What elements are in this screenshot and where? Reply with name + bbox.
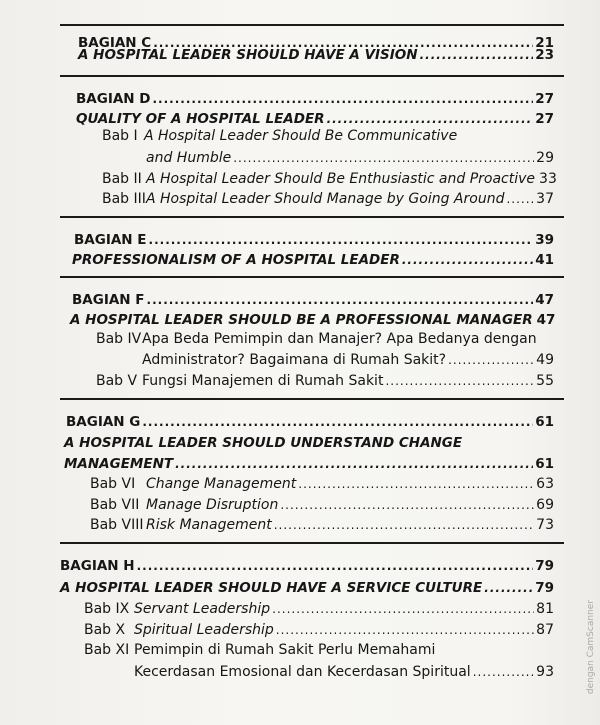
page-number: 61 [535,414,554,430]
leader-dots [272,600,534,618]
toc-chapter[interactable] [84,641,554,659]
leader-dots [385,372,534,390]
toc-section-h[interactable] [60,557,554,575]
leader-dots [175,455,533,473]
heading-title: QUALITY OF A HOSPITAL LEADER [76,111,325,127]
leader-dots [280,496,534,514]
chapter-number: Bab VII [90,497,140,513]
section-label: BAGIAN E [74,232,147,248]
chapter-title: A Hospital Leader Should Be Enthusiastic and Proactive [146,171,536,187]
section-label: BAGIAN G [66,414,141,430]
toc-section-d[interactable] [76,90,554,108]
page-number: 55 [536,373,554,389]
chapter-title: Apa Beda Pemimpin dan Manajer? Apa Bedanya dengan [142,331,537,347]
chapter-title: Servant Leadership [134,601,271,617]
chapter-number: Bab VIII [90,517,144,533]
page-number: 39 [535,232,554,248]
chapter-number: Bab IV [96,331,142,347]
toc-heading-g[interactable] [64,434,554,452]
section-divider [60,75,564,77]
toc-chapter[interactable] [90,516,554,534]
leader-dots [327,110,534,128]
page-number: 47 [536,312,556,328]
page-number: 61 [535,456,554,472]
chapter-title-cont: Administrator? Bagaimana di Rumah Sakit? [142,352,447,368]
page-number: 23 [535,47,554,63]
chapter-number: Bab V [96,373,138,389]
section-label: BAGIAN D [76,91,151,107]
leader-dots [153,90,534,108]
leader-dots [137,557,534,575]
toc-heading-d[interactable] [76,110,554,128]
page-number: 87 [536,622,554,638]
toc-chapter[interactable] [102,127,554,145]
toc-chapter[interactable] [102,170,557,188]
leader-dots [298,475,534,493]
toc-chapter-cont[interactable] [134,663,554,681]
chapter-number: Bab VI [90,476,136,492]
chapter-title: A Hospital Leader Should Be Communicative [144,128,458,144]
scanner-watermark: dengan CamScanner [586,600,596,695]
toc-section-e[interactable] [74,231,554,249]
chapter-number: Bab XI [84,642,130,658]
leader-dots [149,231,534,249]
leader-dots [484,579,533,597]
toc-chapter[interactable] [90,475,554,493]
heading-title: A HOSPITAL LEADER SHOULD BE A PROFESSIONAL MANAGER [70,312,533,328]
section-divider [60,398,564,400]
toc-heading-c[interactable] [78,46,554,64]
leader-dots [506,190,534,208]
leader-dots [420,46,534,64]
toc-chapter[interactable] [84,600,554,618]
page-number: 37 [536,191,554,207]
page-number: 33 [539,171,557,187]
chapter-number: Bab I [102,128,138,144]
heading-title: A HOSPITAL LEADER SHOULD HAVE A SERVICE CULTURE [60,580,483,596]
leader-dots [147,291,534,309]
page-number: 49 [536,352,554,368]
toc-section-f[interactable] [72,291,554,309]
leader-dots [473,663,534,681]
leader-dots [233,149,534,167]
page-number: 21 [535,35,554,51]
chapter-number: Bab II [102,171,142,187]
page-number: 81 [536,601,554,617]
page-number: 41 [535,252,554,268]
section-divider [60,542,564,544]
page-number: 93 [536,664,554,680]
page-number: 73 [536,517,554,533]
page-number: 63 [536,476,554,492]
page-number: 69 [536,497,554,513]
chapter-title: Manage Disruption [146,497,279,513]
section-divider [60,24,564,26]
chapter-number: Bab IX [84,601,130,617]
toc-chapter-cont[interactable] [146,149,554,167]
heading-title: A HOSPITAL LEADER SHOULD UNDERSTAND CHANGE [64,435,463,451]
leader-dots [276,621,534,639]
toc-section-g[interactable] [66,413,554,431]
page-number: 27 [535,91,554,107]
toc-chapter[interactable] [96,330,554,348]
chapter-title: A Hospital Leader Should Manage by Going Around [146,191,505,207]
toc-chapter[interactable] [96,372,554,390]
leader-dots [274,516,534,534]
heading-title: PROFESSIONALISM OF A HOSPITAL LEADER [72,252,400,268]
chapter-title: Fungsi Manajemen di Rumah Sakit [142,373,384,389]
heading-title: A HOSPITAL LEADER SHOULD HAVE A VISION [78,47,418,63]
toc-chapter[interactable] [84,621,554,639]
chapter-title: Pemimpin di Rumah Sakit Perlu Memahami [134,642,436,658]
toc-heading-f[interactable] [70,311,554,329]
toc-heading-g-cont[interactable] [64,455,554,473]
heading-title-cont: MANAGEMENT [64,456,174,472]
page-number: 47 [535,292,554,308]
chapter-title: Risk Management [146,517,272,533]
chapter-title: Spiritual Leadership [134,622,274,638]
page-number: 79 [535,580,554,596]
leader-dots [402,251,533,269]
section-label: BAGIAN H [60,558,135,574]
section-divider [60,216,564,218]
section-label: BAGIAN F [72,292,145,308]
leader-dots [448,351,534,369]
chapter-number: Bab X [84,622,126,638]
toc-chapter[interactable] [102,190,554,208]
toc-chapter-cont[interactable] [142,351,554,369]
toc-heading-h[interactable] [60,579,554,597]
section-divider [60,276,564,278]
section-label: BAGIAN C [78,35,152,51]
page-number: 29 [536,150,554,166]
chapter-number: Bab III [102,191,146,207]
toc-heading-e[interactable] [72,251,554,269]
toc-chapter[interactable] [90,496,554,514]
page-number: 79 [535,558,554,574]
chapter-title-cont: Kecerdasan Emosional dan Kecerdasan Spiritual [134,664,471,680]
chapter-title: Change Management [146,476,297,492]
page-number: 27 [535,111,554,127]
leader-dots [142,413,533,431]
chapter-title-cont: and Humble [146,150,232,166]
